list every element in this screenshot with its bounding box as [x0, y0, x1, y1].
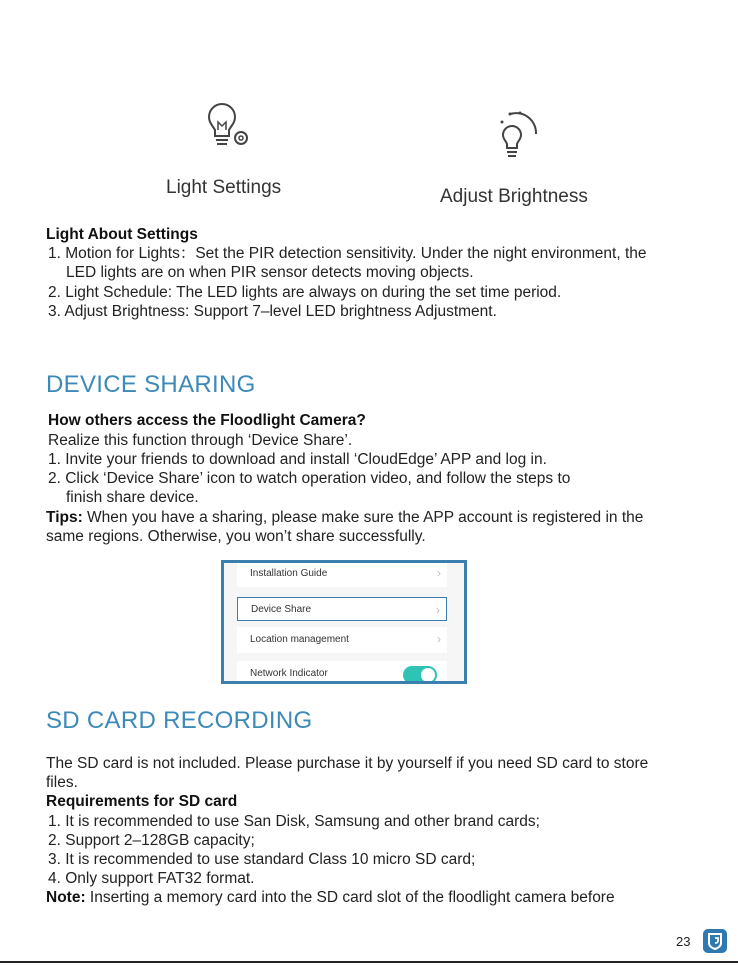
tips-text: When you have a sharing, please make sure the APP account is registered in the [82, 509, 644, 526]
tips-label: Tips: [46, 509, 83, 526]
sharing-step-2-cont: finish share device. [66, 489, 199, 506]
note-label: Note: [46, 889, 86, 906]
sd-requirements-heading: Requirements for SD card [46, 793, 238, 810]
sd-req-3: 3. It is recommended to use standard Class 10 micro SD card; [48, 851, 476, 868]
sd-card-title: SD CARD RECORDING [46, 707, 313, 734]
tips-text-cont: same regions. Otherwise, you won’t share successfully. [46, 528, 426, 545]
light-item-1-cont: LED lights are on when PIR sensor detects moving objects. [66, 264, 474, 281]
sd-req-4: 4. Only support FAT32 format. [48, 870, 255, 887]
light-about-heading: Light About Settings [46, 226, 198, 243]
sd-intro-2: files. [46, 774, 78, 791]
chevron-right-icon: › [437, 632, 441, 646]
light-settings-icon [204, 100, 254, 152]
menu-row-installation-guide: Installation Guide › [237, 561, 447, 587]
note-text: Inserting a memory card into the SD card slot of the floodlight camera before [85, 889, 615, 906]
light-item-2: 2. Light Schedule: The LED lights are always on during the set time period. [48, 284, 562, 301]
device-sharing-title: DEVICE SHARING [46, 371, 256, 398]
brand-logo-icon [703, 929, 727, 953]
menu-row-network-indicator: Network Indicator [237, 661, 447, 684]
sd-intro-1: The SD card is not included. Please purchase it by yourself if you need SD card to store [46, 755, 649, 772]
note-line [46, 888, 615, 907]
light-item-3: 3. Adjust Brightness: Support 7–level LED brightness Adjustment. [48, 303, 497, 320]
adjust-brightness-icon [496, 110, 542, 160]
light-settings-label: Light Settings [166, 177, 282, 198]
page-number: 23 [676, 934, 691, 949]
menu-row-location-management: Location management › [237, 627, 447, 653]
page-bottom-rule [0, 961, 738, 963]
menu-row-device-share: Device Share › [237, 597, 447, 621]
tips-line [46, 508, 643, 527]
adjust-brightness-label: Adjust Brightness [440, 186, 588, 207]
light-item-1: 1. Motion for Lights：Set the PIR detection sensitivity. Under the night environment, the [48, 245, 647, 262]
chevron-right-icon: › [437, 566, 441, 580]
network-indicator-toggle [403, 666, 437, 684]
sd-req-1: 1. It is recommended to use San Disk, Samsung and other brand cards; [48, 813, 540, 830]
app-screenshot [221, 560, 467, 684]
sd-req-2: 2. Support 2–128GB capacity; [48, 832, 255, 849]
device-sharing-subheading: How others access the Floodlight Camera? [48, 412, 366, 429]
sharing-step-1: 1. Invite your friends to download and install ‘CloudEdge’ APP and log in. [48, 451, 547, 468]
sharing-step-2: 2. Click ‘Device Share’ icon to watch operation video, and follow the steps to [48, 470, 571, 487]
device-sharing-intro: Realize this function through ‘Device Share’. [48, 432, 353, 449]
chevron-right-icon: › [436, 603, 440, 617]
